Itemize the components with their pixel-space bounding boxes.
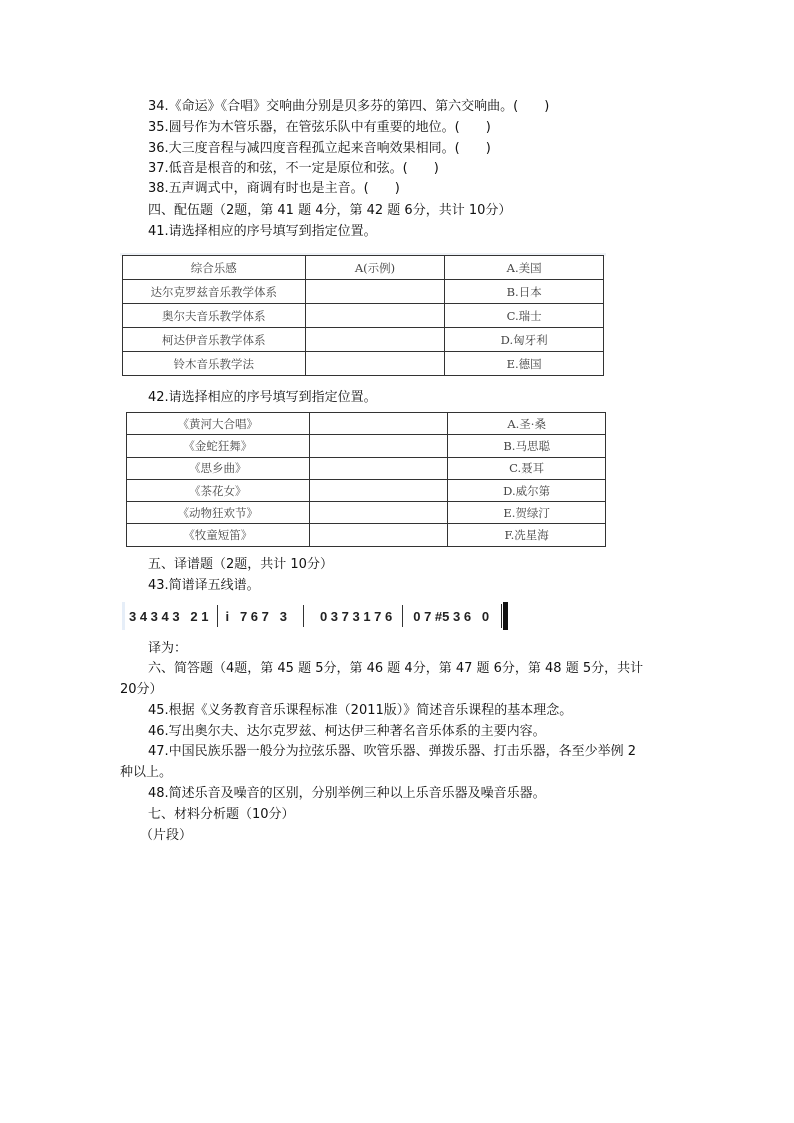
section-4-title: 四、配伍题（2题，第 41 题 4分，第 42 题 6分，共计 10分）	[148, 203, 512, 218]
question-43: 43.简谱译五线谱。	[148, 578, 260, 593]
barline	[303, 605, 304, 627]
cell: F.冼星海	[448, 524, 606, 546]
measure-1: 3 4 3 4 3 2 1	[129, 608, 209, 624]
question-41: 41.请选择相应的序号填写到指定位置。	[148, 224, 377, 239]
cell: 柯达伊音乐教学体系	[123, 328, 306, 352]
numbered-notation	[122, 602, 605, 630]
barline	[217, 605, 218, 627]
final-barline	[501, 604, 502, 628]
cell: 《动物狂欢节》	[127, 502, 310, 524]
answer-cell[interactable]	[305, 328, 445, 352]
table-row	[127, 413, 606, 435]
cell: D.威尔第	[448, 479, 606, 501]
table-row	[127, 479, 606, 501]
question-35: 35.圆号作为木管乐器，在管弦乐队中有重要的地位。( )	[148, 120, 491, 135]
section-6-title-cont: 20分）	[120, 682, 163, 697]
measure-2: i 7 6 7 3	[225, 608, 287, 624]
cell: A(示例)	[305, 256, 445, 280]
cell: A.圣·桑	[448, 413, 606, 435]
table-row	[123, 304, 604, 328]
barline	[402, 605, 403, 627]
answer-cell[interactable]	[305, 280, 445, 304]
answer-cell[interactable]	[305, 304, 445, 328]
cell: 《茶花女》	[127, 479, 310, 501]
table-row	[127, 457, 606, 479]
question-36: 36.大三度音程与减四度音程孤立起来音响效果相同。( )	[148, 141, 491, 156]
cell: B.日本	[445, 280, 604, 304]
cell: E.德国	[445, 352, 604, 376]
cell: A.美国	[445, 256, 604, 280]
question-48: 48.简述乐音及噪音的区别，分别举例三种以上乐音乐器及噪音乐器。	[148, 786, 546, 801]
question-45: 45.根据《义务教育音乐课程标准（2011版）》简述音乐课程的基本理念。	[148, 703, 573, 718]
fragment-label: （片段）	[140, 828, 193, 843]
cell: 《金蛇狂舞》	[127, 435, 310, 457]
table-row	[127, 524, 606, 546]
cell: B.马思聪	[448, 435, 606, 457]
cell: 《思乡曲》	[127, 457, 310, 479]
cell: 综合乐感	[123, 256, 306, 280]
cell: 达尔克罗兹音乐教学体系	[123, 280, 306, 304]
table-row	[127, 502, 606, 524]
answer-cell[interactable]	[305, 352, 445, 376]
section-5-title: 五、译谱题（2题，共计 10分）	[148, 557, 333, 572]
cell: E.贺绿汀	[448, 502, 606, 524]
answer-cell[interactable]	[309, 435, 448, 457]
answer-cell[interactable]	[309, 502, 448, 524]
table-row	[123, 280, 604, 304]
answer-cell[interactable]	[309, 457, 448, 479]
measure-4: 0 7 #5 3 6 0	[413, 608, 490, 624]
cell: 奥尔夫音乐教学体系	[123, 304, 306, 328]
matching-table-42	[126, 412, 606, 547]
cell: 《牧童短笛》	[127, 524, 310, 546]
question-38: 38.五声调式中，商调有时也是主音。( )	[148, 181, 400, 196]
answer-cell[interactable]	[309, 479, 448, 501]
question-47-cont: 种以上。	[120, 765, 173, 780]
cell: C.瑞士	[445, 304, 604, 328]
question-34: 34.《命运》《合唱》交响曲分别是贝多芬的第四、第六交响曲。( )	[148, 99, 550, 114]
question-46: 46.写出奥尔夫、达尔克罗兹、柯达伊三种著名音乐体系的主要内容。	[148, 724, 546, 739]
table-row	[123, 328, 604, 352]
table-row	[123, 256, 604, 280]
matching-table-41	[122, 255, 604, 376]
question-47: 47.中国民族乐器一般分为拉弦乐器、吹管乐器、弹拨乐器、打击乐器，各至少举例 2	[148, 744, 637, 759]
section-7-title: 七、材料分析题（10分）	[148, 807, 295, 822]
cell: 《黄河大合唱》	[127, 413, 310, 435]
measure-3: 0 3 7 3 1 7 6	[319, 608, 393, 624]
cell: 铃木音乐教学法	[123, 352, 306, 376]
question-37: 37.低音是根音的和弦，不一定是原位和弦。( )	[148, 161, 439, 176]
cell: C.聂耳	[448, 457, 606, 479]
table-row	[123, 352, 604, 376]
translate-label: 译为：	[148, 641, 188, 656]
question-42: 42.请选择相应的序号填写到指定位置。	[148, 390, 377, 405]
table-row	[127, 435, 606, 457]
answer-cell[interactable]	[309, 413, 448, 435]
section-6-title: 六、简答题（4题，第 45 题 5分，第 46 题 4分，第 47 题 6分，第 48 题 5分，共计	[148, 661, 644, 676]
answer-cell[interactable]	[309, 524, 448, 546]
cell: D.匈牙利	[445, 328, 604, 352]
